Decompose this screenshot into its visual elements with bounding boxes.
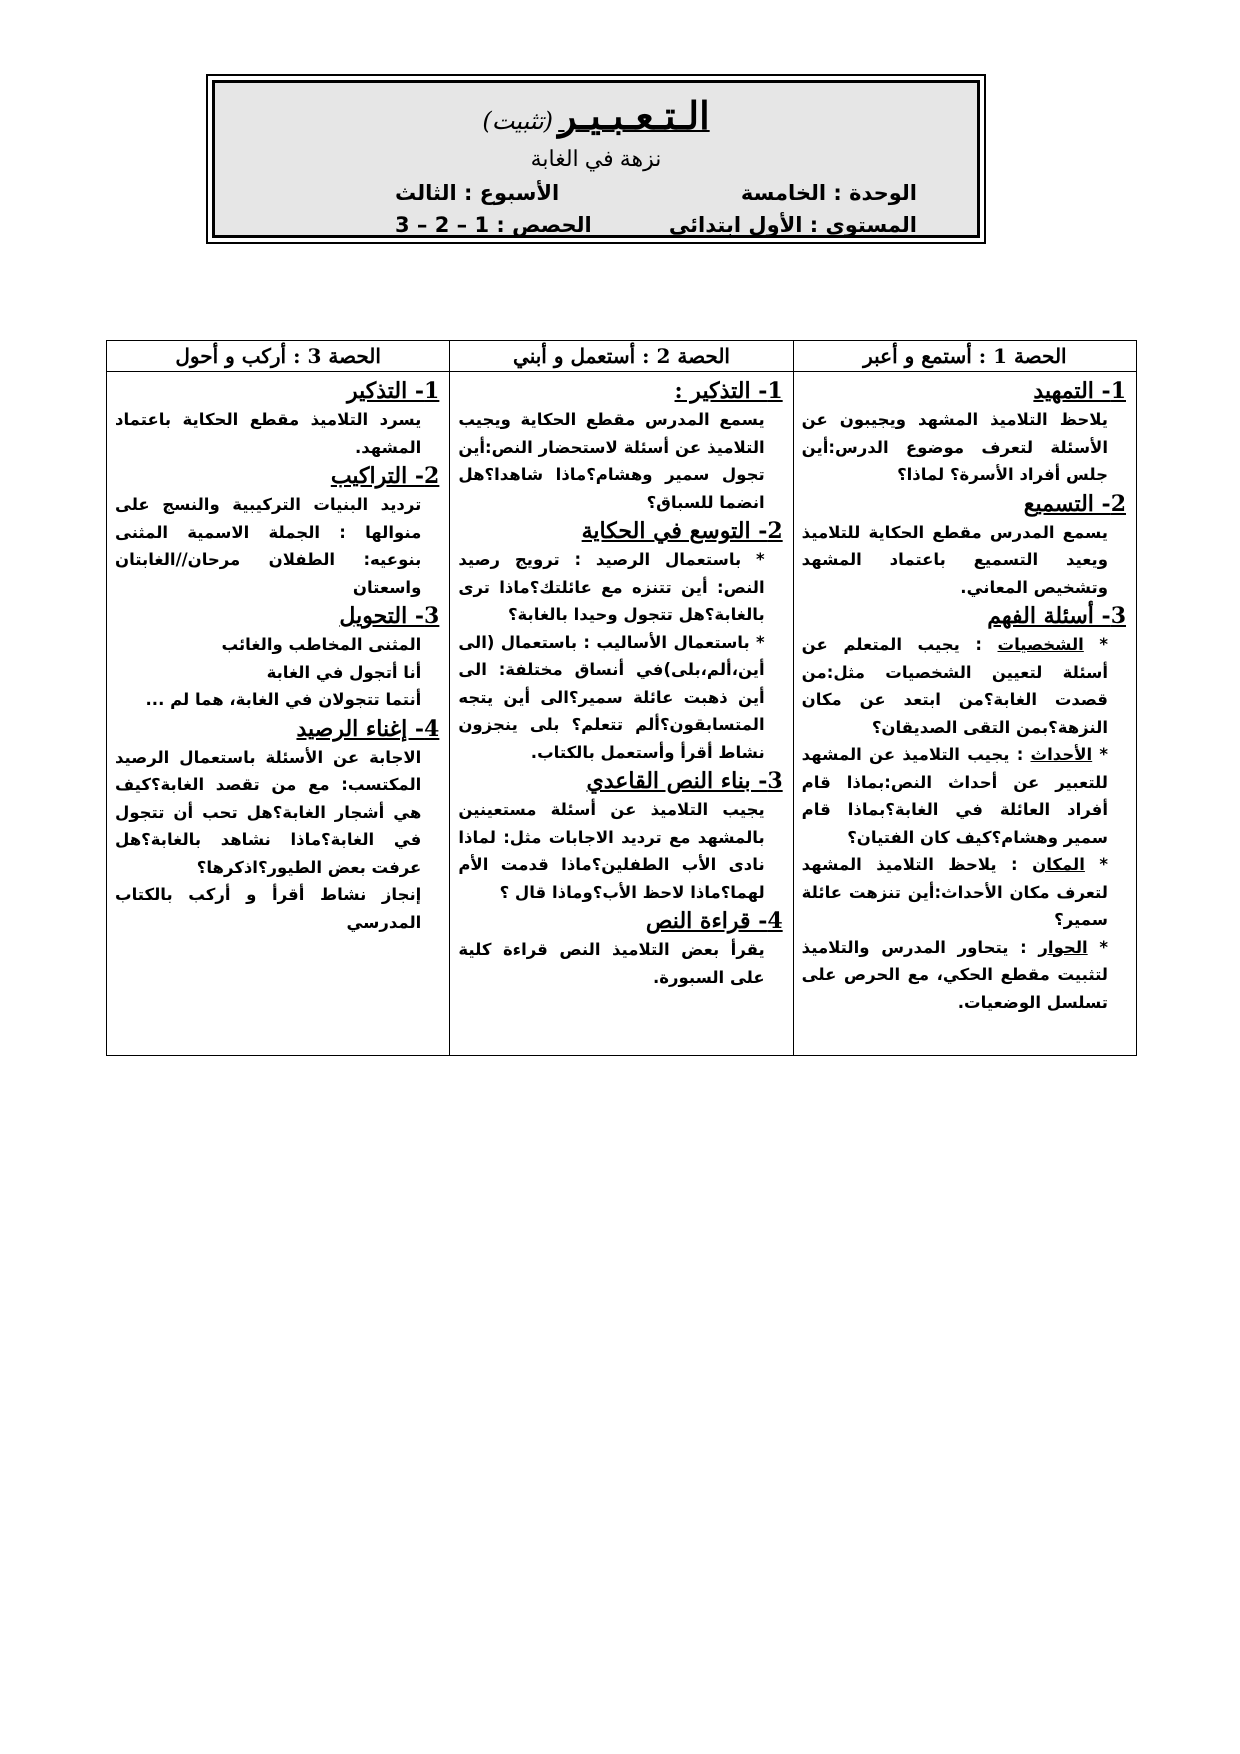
lesson-table bbox=[106, 340, 1137, 1056]
section-heading: 4- قراءة النص bbox=[645, 908, 783, 934]
paragraph: إنجاز نشاط أقرأ و أركب بالكتاب المدرسي bbox=[115, 885, 422, 932]
paragraph: الاجابة عن الأسئلة باستعمال الرصيد المكتسب: مع من تقصد الغابة؟كيف هي أشجار الغابة؟هل تحب أن تتجول في الغابة؟ماذا نشاهد بالغابة؟هل عرفت بعض الطيور؟اذكرها؟ bbox=[115, 747, 422, 877]
title-note: (تثبيت) bbox=[482, 107, 554, 135]
table-header-row bbox=[107, 341, 1137, 372]
column-heading-session-3: الحصة 3 : أركب و أحول bbox=[107, 341, 450, 372]
sessions-label: الحصص : 1 – 2 – 3 bbox=[395, 213, 592, 237]
session-2-content bbox=[458, 376, 782, 991]
section-heading: 3- التحويل bbox=[339, 603, 440, 629]
paragraph: يسرد التلاميذ مقطع الحكاية باعتماد المشهد. bbox=[115, 410, 422, 457]
section-heading: 1- التمهيد bbox=[1033, 378, 1126, 404]
paragraph: يسمع المدرس مقطع الحكاية ويجيب التلاميذ عن أسئلة لاستحضار النص:أين تجول سمير وهشام؟ماذا شاهدا؟هل انضما للسباق؟ bbox=[458, 410, 765, 512]
paragraph-label: الأحداث bbox=[1030, 745, 1093, 764]
title-line bbox=[215, 93, 977, 138]
section-heading: 1- التذكير : bbox=[674, 378, 783, 404]
lesson-subtitle: نزهة في الغابة bbox=[530, 146, 662, 171]
session-1-cell bbox=[793, 372, 1136, 1056]
section-heading: 2- التسميع bbox=[1023, 490, 1126, 517]
paragraph: * باستعمال الأساليب : باستعمال (الى أين،ألم،بلى)في أنساق مختلفة: الى أين ذهبت عائلة سمير؟الى أين يتجه المتسابقون؟ألم تتعلم؟ بلى ينجزون نشاط أقرأ وأستعمل بالكتاب. bbox=[458, 632, 765, 762]
week-label: الأسبوع : الثالث bbox=[395, 181, 560, 205]
section-heading: 3- أسئلة الفهم bbox=[987, 603, 1126, 629]
labeled-paragraph: * المكان : يلاحظ التلاميذ المشهد لتعرف مكان الأحداث:أين تنزهت عائلة سمير؟ bbox=[801, 855, 1108, 929]
labeled-paragraph: * الحوار : يتحاور المدرس والتلاميذ لتثبيت مقطع الحكي، مع الحرص على تسلسل الوضعيات. bbox=[801, 937, 1109, 1012]
section-heading: 4- إغناء الرصيد bbox=[296, 715, 440, 742]
section-heading: 2- التوسع في الحكاية bbox=[581, 518, 783, 544]
paragraph: * باستعمال الرصيد : ترويج رصيد النص: أين تتنزه مع عائلتك؟ماذا ترى بالغابة؟هل تتجول وحيدا بالغابة؟ bbox=[458, 550, 765, 624]
labeled-paragraph: * الأحداث : يجيب التلاميذ عن المشهد للتعبير عن أحداث النص:بماذا قام أفراد العائلة في الغابة؟بماذا قام سمير وهشام؟كيف كان الفتيان؟ bbox=[801, 745, 1109, 847]
paragraph: يقرأ بعض التلاميذ النص قراءة كلية على السبورة. bbox=[458, 940, 765, 987]
session-2-cell bbox=[450, 372, 793, 1056]
paragraph-label: المكان bbox=[1032, 855, 1085, 874]
paragraph: ترديد البنيات التركيبية والنسج على منوالها : الجملة الاسمية المثنى بنوعيه: الطفلان مرحان//الغابتان واسعتان bbox=[115, 495, 422, 597]
paragraph: يلاحظ التلاميذ المشهد ويجيبون عن الأسئلة لتعرف موضوع الدرس:أين جلس أفراد الأسرة؟ لماذا؟ bbox=[801, 410, 1108, 484]
paragraph: يجيب التلاميذ عن أسئلة مستعينين بالمشهد مع ترديد الاجابات مثل: لماذا نادى الأب الطفلين؟ماذا قدمت الأم لهما؟ماذا لاحظ الأب؟وماذا قال ؟ bbox=[458, 800, 765, 902]
session-1-content bbox=[802, 376, 1126, 1016]
labeled-paragraph: * الشخصيات : يجيب المتعلم عن أسئلة لتعيين الشخصيات مثل:من قصدت الغابة؟من ابتعد عن مكان النزهة؟بمن التقى الصديقان؟ bbox=[801, 635, 1109, 737]
column-heading-session-1: الحصة 1 : أستمع و أعبر bbox=[793, 341, 1136, 372]
paragraph: يسمع المدرس مقطع الحكاية للتلاميذ ويعيد التسميع باعتماد المشهد وتشخيص المعاني. bbox=[801, 522, 1108, 597]
level-label: المستوى : الأول ابتدائي bbox=[668, 213, 917, 237]
paragraph-label: الحوار bbox=[1038, 937, 1088, 957]
column-heading-session-2: الحصة 2 : أستعمل و أبني bbox=[450, 341, 793, 372]
table-body-row bbox=[107, 372, 1137, 1056]
session-3-content bbox=[115, 376, 439, 936]
section-heading: 2- التراكيب bbox=[330, 463, 440, 489]
unit-label: الوحدة : الخامسة bbox=[740, 181, 917, 205]
page-title: الـتـعـبـيـر bbox=[558, 93, 710, 138]
session-3-cell bbox=[107, 372, 450, 1056]
paragraph: أنتما تتجولان في الغابة، هما لم ... bbox=[145, 690, 422, 709]
paragraph-label: الشخصيات bbox=[997, 635, 1084, 654]
header-box bbox=[206, 74, 986, 244]
paragraph: أنا أتجول في الغابة bbox=[266, 662, 422, 682]
section-heading: 3- بناء النص القاعدي bbox=[586, 768, 783, 794]
section-heading: 1- التذكير bbox=[346, 378, 440, 404]
header-panel bbox=[212, 80, 980, 238]
paragraph: المثنى المخاطب والغائب bbox=[221, 635, 422, 654]
